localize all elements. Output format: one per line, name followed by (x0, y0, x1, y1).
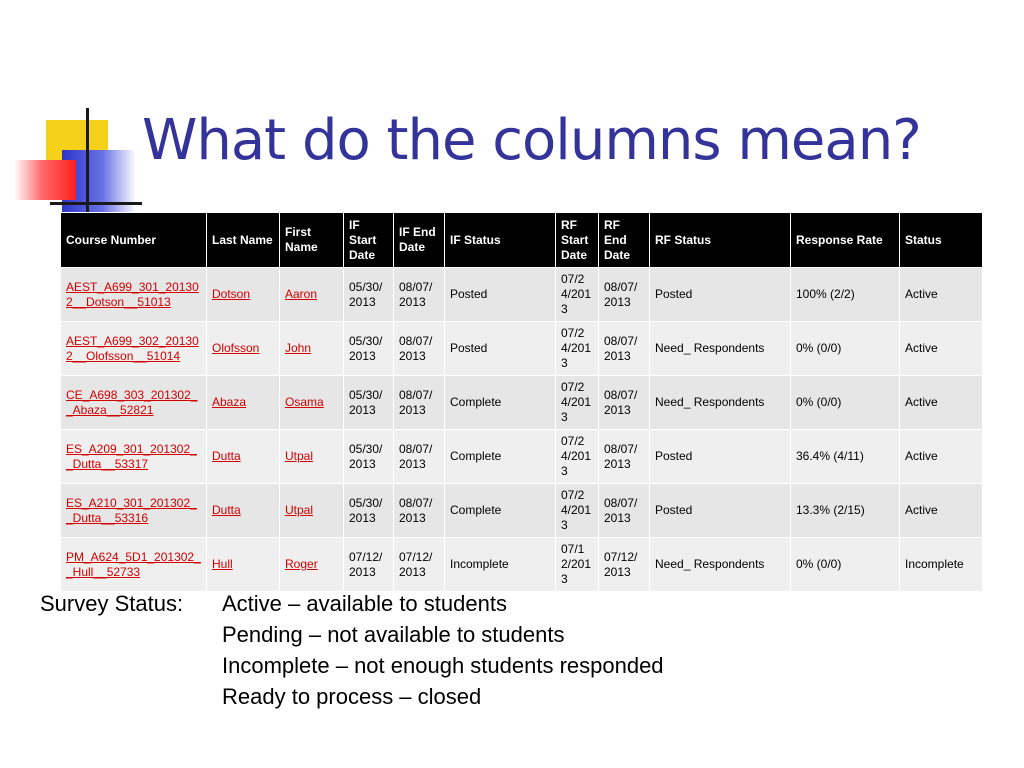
column-header-course-number: Course Number (61, 213, 207, 268)
rf-end-date-cell: 08/07/2013 (599, 484, 650, 538)
first-name-link[interactable]: Roger (285, 557, 318, 571)
if-start-date-cell: 05/30/2013 (344, 376, 394, 430)
first-name-cell[interactable] (280, 538, 344, 592)
survey-status-legend (40, 588, 664, 712)
first-name-link[interactable]: Aaron (285, 287, 318, 301)
course-number-cell[interactable] (61, 322, 207, 376)
last-name-link[interactable]: Dutta (212, 503, 241, 517)
column-header-rf-status: RF Status (650, 213, 791, 268)
response-rate-cell: 0% (0/0) (791, 538, 900, 592)
column-header-status: Status (900, 213, 983, 268)
column-header-first-name: First Name (280, 213, 344, 268)
last-name-cell[interactable] (207, 322, 280, 376)
course-number-cell[interactable] (61, 538, 207, 592)
survey-status-item: Ready to process – closed (222, 684, 482, 709)
table-header-row (61, 213, 983, 268)
first-name-link[interactable]: Utpal (285, 503, 314, 517)
column-header-if-start-date: IF Start Date (344, 213, 394, 268)
rf-start-date-cell: 07/12/2013 (556, 538, 599, 592)
rf-status-cell: Need_ Respondents (650, 538, 791, 592)
if-end-date-cell: 07/12/2013 (394, 538, 445, 592)
first-name-cell[interactable] (280, 430, 344, 484)
if-status-cell: Posted (445, 322, 556, 376)
if-status-cell: Complete (445, 430, 556, 484)
logo-vertical-line (86, 108, 89, 212)
slide-title: What do the columns mean? (142, 108, 921, 173)
response-rate-cell: 13.3% (2/15) (791, 484, 900, 538)
response-rate-cell: 36.4% (4/11) (791, 430, 900, 484)
status-cell: Active (900, 484, 983, 538)
if-start-date-cell: 05/30/2013 (344, 430, 394, 484)
courses-table (60, 212, 983, 592)
if-end-date-cell: 08/07/2013 (394, 322, 445, 376)
first-name-link[interactable]: Utpal (285, 449, 314, 463)
if-status-cell: Complete (445, 484, 556, 538)
rf-end-date-cell: 08/07/2013 (599, 268, 650, 322)
if-status-cell: Incomplete (445, 538, 556, 592)
table-row (61, 430, 983, 484)
if-status-cell: Posted (445, 268, 556, 322)
if-start-date-cell: 07/12/2013 (344, 538, 394, 592)
column-header-rf-start-date: RF Start Date (556, 213, 599, 268)
column-header-last-name: Last Name (207, 213, 280, 268)
if-start-date-cell: 05/30/2013 (344, 268, 394, 322)
last-name-cell[interactable] (207, 430, 280, 484)
last-name-cell[interactable] (207, 376, 280, 430)
course-number-cell[interactable] (61, 268, 207, 322)
rf-status-cell: Need_ Respondents (650, 322, 791, 376)
survey-status-item: Active – available to students (222, 591, 507, 616)
response-rate-cell: 0% (0/0) (791, 376, 900, 430)
rf-start-date-cell: 07/24/2013 (556, 376, 599, 430)
first-name-cell[interactable] (280, 484, 344, 538)
survey-status-row (40, 681, 664, 712)
table-row (61, 376, 983, 430)
rf-end-date-cell: 07/12/2013 (599, 538, 650, 592)
table-row (61, 538, 983, 592)
survey-status-row (40, 650, 664, 681)
if-status-cell: Complete (445, 376, 556, 430)
if-end-date-cell: 08/07/2013 (394, 484, 445, 538)
logo-horizontal-line (50, 202, 142, 205)
logo-red-square (14, 160, 76, 200)
rf-start-date-cell: 07/24/2013 (556, 268, 599, 322)
rf-status-cell: Need_ Respondents (650, 376, 791, 430)
last-name-link[interactable]: Dotson (212, 287, 251, 301)
if-start-date-cell: 05/30/2013 (344, 322, 394, 376)
course-number-link[interactable]: ES_A210_301_201302__Dutta__53316 (66, 495, 197, 525)
status-cell: Incomplete (900, 538, 983, 592)
survey-status-row (40, 619, 664, 650)
rf-status-cell: Posted (650, 484, 791, 538)
response-rate-cell: 0% (0/0) (791, 322, 900, 376)
course-number-cell[interactable] (61, 430, 207, 484)
table-row (61, 322, 983, 376)
column-header-rf-end-date: RF End Date (599, 213, 650, 268)
if-end-date-cell: 08/07/2013 (394, 376, 445, 430)
column-header-response-rate: Response Rate (791, 213, 900, 268)
last-name-link[interactable]: Dutta (212, 449, 241, 463)
status-cell: Active (900, 268, 983, 322)
survey-status-row (40, 588, 664, 619)
rf-end-date-cell: 08/07/2013 (599, 322, 650, 376)
course-number-link[interactable]: CE_A698_303_201302__Abaza__52821 (66, 387, 198, 417)
last-name-link[interactable]: Hull (212, 557, 233, 571)
first-name-cell[interactable] (280, 376, 344, 430)
last-name-link[interactable]: Olofsson (212, 341, 260, 355)
if-end-date-cell: 08/07/2013 (394, 430, 445, 484)
first-name-cell[interactable] (280, 322, 344, 376)
response-rate-cell: 100% (2/2) (791, 268, 900, 322)
column-header-if-end-date: IF End Date (394, 213, 445, 268)
rf-status-cell: Posted (650, 430, 791, 484)
first-name-cell[interactable] (280, 268, 344, 322)
rf-start-date-cell: 07/24/2013 (556, 484, 599, 538)
slide-logo (0, 0, 150, 220)
first-name-link[interactable]: John (285, 341, 312, 355)
survey-status-label: Survey Status: (40, 591, 184, 616)
last-name-cell[interactable] (207, 484, 280, 538)
if-end-date-cell: 08/07/2013 (394, 268, 445, 322)
course-number-link[interactable]: PM_A624_5D1_201302__Hull__52733 (66, 549, 201, 579)
rf-start-date-cell: 07/24/2013 (556, 430, 599, 484)
column-header-if-status: IF Status (445, 213, 556, 268)
survey-status-item: Pending – not available to students (222, 622, 565, 647)
rf-end-date-cell: 08/07/2013 (599, 376, 650, 430)
survey-status-item: Incomplete – not enough students responded (222, 653, 664, 678)
rf-status-cell: Posted (650, 268, 791, 322)
course-number-cell[interactable] (61, 484, 207, 538)
rf-end-date-cell: 08/07/2013 (599, 430, 650, 484)
if-start-date-cell: 05/30/2013 (344, 484, 394, 538)
status-cell: Active (900, 430, 983, 484)
rf-start-date-cell: 07/24/2013 (556, 322, 599, 376)
status-cell: Active (900, 376, 983, 430)
table-row (61, 484, 983, 538)
last-name-link[interactable]: Abaza (212, 395, 247, 409)
table-row (61, 268, 983, 322)
status-cell: Active (900, 322, 983, 376)
course-number-link[interactable]: AEST_A699_301_201302__Dotson__51013 (66, 279, 199, 309)
first-name-link[interactable]: Osama (285, 395, 324, 409)
course-number-link[interactable]: ES_A209_301_201302__Dutta__53317 (66, 441, 197, 471)
course-number-link[interactable]: AEST_A699_302_201302__Olofsson__51014 (66, 333, 199, 363)
last-name-cell[interactable] (207, 268, 280, 322)
last-name-cell[interactable] (207, 538, 280, 592)
course-number-cell[interactable] (61, 376, 207, 430)
